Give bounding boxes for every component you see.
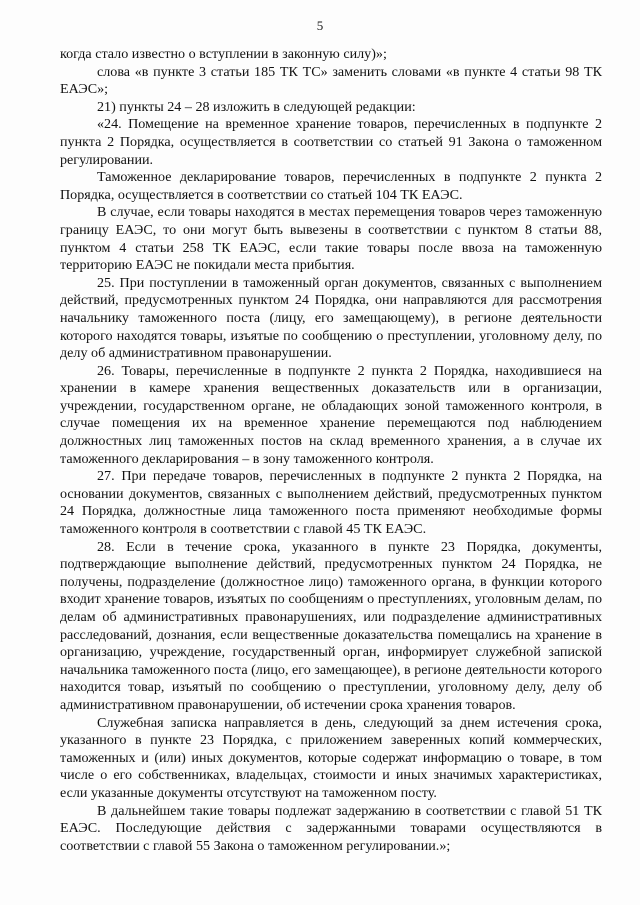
paragraph-point-25: 25. При поступлении в таможенный орган документов, связанных с выполнением действий, предусмотренных пунктом 24 Порядка, они направляются для рассмотрения начальнику таможенного поста (лицу, его замещающему), в регионе деятельности которого находятся товары, изъятые по сообщению о преступлении, уголовному делу, по делу об административном правонарушении. — [60, 274, 602, 362]
paragraph-words-replacement: слова «в пункте 3 статьи 185 ТК ТС» заменить словами «в пункте 4 статьи 98 ТК ЕАЭС»; — [60, 63, 602, 98]
paragraph-detention: В дальнейшем такие товары подлежат задержанию в соответствии с главой 51 ТК ЕАЭС. Последующие действия с задержанными товарами осуществляются в соответствии с главой 55 Закона о таможенном регулировании.»; — [60, 802, 602, 854]
paragraph-point-26: 26. Товары, перечисленные в подпункте 2 пункта 2 Порядка, находившиеся на хранении в камере хранения вещественных доказательств или в организации, учреждении, государственном органе, не обладающих зоной таможенного контроля, в случае помещения их на временное хранение перемещаются под наблюдением должностных лиц таможенных постов на склад временного хранения, а в случае их таможенного декларирования – в зону таможенного контроля. — [60, 362, 602, 467]
paragraph-point-28: 28. Если в течение срока, указанного в пункте 23 Порядка, документы, подтверждающие выполнение действий, предусмотренных пунктом 24 Порядка, не получены, подразделение (должностное лицо) таможенного органа, в функции которого входит хранение товаров, изъятых по сообщениям о преступлениях, уголовным делам, по делам об административных правонарушениях, или подразделение административных расследований, дознания, если вещественные доказательства помещались на хранение в организацию, учреждение, государственный орган, информирует служебной запиской начальника таможенного поста (лицо, его замещающее), в регионе деятельности которого находится товар, изъятый по сообщению о преступлении, уголовному делу, делу об административном правонарушении, об истечении срока хранения товаров. — [60, 538, 602, 713]
page-number: 5 — [316, 18, 324, 33]
paragraph-service-note: Служебная записка направляется в день, следующий за днем истечения срока, указанного в пункте 23 Порядка, с приложением заверенных копий коммерческих, таможенных и (или) иных документов, которые содержат информацию о товаре, в том числе о его собственниках, владельцах, стоимости и иных значимых характеристиках, если указанные документы отсутствуют на таможенном посту. — [60, 714, 602, 801]
document-body — [60, 46, 602, 855]
paragraph-point-24: «24. Помещение на временное хранение товаров, перечисленных в подпункте 2 пункта 2 Порядка, осуществляется в соответствии со статьей 91 Закона о таможенном регулировании. — [60, 116, 602, 168]
paragraph-point-27: 27. При передаче товаров, перечисленных в подпункте 2 пункта 2 Порядка, на основании документов, связанных с выполнением действий, предусмотренных пунктом 24 Порядка, должностные лица таможенного поста применяют необходимые формы таможенного контроля в соответствии с главой 45 ТК ЕАЭС. — [60, 468, 602, 538]
paragraph-customs-declaration: Таможенное декларирование товаров, перечисленных в подпункте 2 пункта 2 Порядка, осуществляется в соответствии со статьей 104 ТК ЕАЭС. — [60, 169, 602, 203]
paragraph-border-goods: В случае, если товары находятся в местах перемещения товаров через таможенную границу ЕАЭС, то они могут быть вывезены в соответствии с пунктом 8 статьи 88, пунктом 4 статьи 258 ТК ЕАЭС, если такие товары после ввоза на таможенную территорию ЕАЭС не покидали места прибытия. — [60, 204, 602, 274]
paragraph-item-21: 21) пункты 24 – 28 изложить в следующей редакции: — [97, 98, 416, 115]
paragraph-continuation: когда стало известно о вступлении в законную силу)»; — [60, 46, 387, 62]
